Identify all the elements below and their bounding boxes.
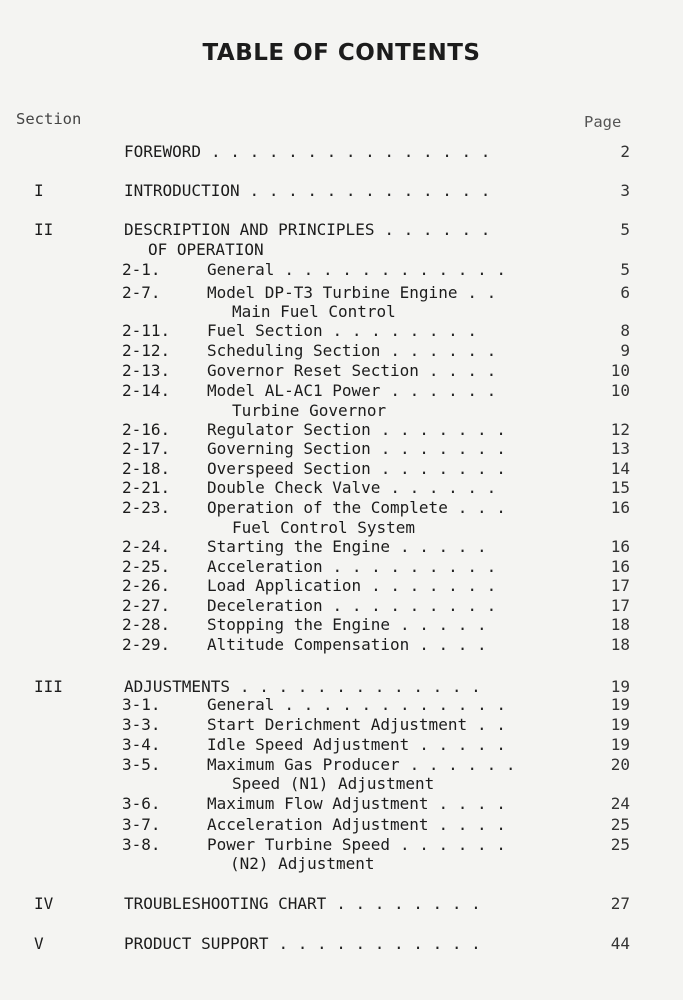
toc-entry xyxy=(0,283,683,303)
toc-entry-title: Scheduling Section xyxy=(207,341,381,360)
toc-entry xyxy=(0,181,683,201)
toc-dot-leader: . . . . . . . xyxy=(380,420,506,439)
toc-page-number: 44 xyxy=(610,934,630,953)
toc-section-number: II xyxy=(34,220,54,239)
toc-entry-title: TROUBLESHOOTING CHART xyxy=(124,894,327,913)
toc-entry xyxy=(0,695,683,715)
toc-entry xyxy=(0,815,683,835)
toc-entry xyxy=(0,677,683,697)
toc-entry xyxy=(0,894,683,914)
toc-entry xyxy=(0,401,683,421)
toc-paragraph-number: 2-26. xyxy=(122,576,171,595)
toc-dot-leader: . . . . . . . . . . . . . xyxy=(249,181,491,200)
toc-entry xyxy=(0,596,683,616)
toc-dot-leader: . . . . xyxy=(419,635,487,654)
toc-entry-title: Operation of the Complete xyxy=(207,498,448,517)
toc-page-number: 18 xyxy=(610,635,630,654)
toc-entry xyxy=(0,361,683,381)
toc-entry-title: Acceleration xyxy=(207,557,323,576)
toc-paragraph-number: 2-23. xyxy=(122,498,171,517)
toc-dot-leader: . . . . . . . . . . . . . . . xyxy=(211,142,491,161)
toc-dot-leader: . . . . . . xyxy=(399,835,506,854)
toc-dot-leader: . . . xyxy=(457,498,506,517)
toc-entry-title: Stopping the Engine xyxy=(207,615,391,634)
toc-page-number: 13 xyxy=(610,439,630,458)
toc-paragraph-number: 3-5. xyxy=(122,755,161,774)
toc-entry xyxy=(0,615,683,635)
toc-paragraph-number: 2-24. xyxy=(122,537,171,556)
toc-dot-leader: . . . . xyxy=(438,815,506,834)
toc-page-number: 19 xyxy=(610,695,630,714)
toc-entry-title: Model AL-AC1 Power xyxy=(207,381,381,400)
toc-paragraph-number: 2-17. xyxy=(122,439,171,458)
toc-entry xyxy=(0,557,683,577)
toc-page-number: 27 xyxy=(610,894,630,913)
toc-dot-leader: . . . . . . . . . . . . . xyxy=(239,677,481,696)
toc-page-number: 16 xyxy=(610,498,630,517)
toc-entry-title: PRODUCT SUPPORT xyxy=(124,934,269,953)
toc-dot-leader: . . . . xyxy=(438,794,506,813)
toc-entry-title: Fuel Section xyxy=(207,321,323,340)
toc-entry-title: Double Check Valve xyxy=(207,478,381,497)
toc-page-number: 2 xyxy=(620,142,630,161)
toc-paragraph-number: 2-25. xyxy=(122,557,171,576)
toc-entry-title: Maximum Gas Producer xyxy=(207,755,400,774)
toc-entry-title: Model DP-T3 Turbine Engine xyxy=(207,283,458,302)
toc-entry xyxy=(0,459,683,479)
toc-entry xyxy=(0,439,683,459)
toc-dot-leader: . . . . . xyxy=(399,537,487,556)
toc-entry xyxy=(0,341,683,361)
toc-paragraph-number: 2-28. xyxy=(122,615,171,634)
toc-paragraph-number: 2-7. xyxy=(122,283,161,302)
toc-paragraph-number: 2-16. xyxy=(122,420,171,439)
toc-dot-leader: . . . . . . xyxy=(390,381,497,400)
page-title: TABLE OF CONTENTS xyxy=(202,40,481,66)
toc-page-number: 19 xyxy=(610,677,630,696)
toc-entry xyxy=(0,854,683,874)
toc-entry xyxy=(0,142,683,162)
toc-entry xyxy=(0,420,683,440)
toc-entry xyxy=(0,934,683,954)
toc-entry xyxy=(0,381,683,401)
toc-paragraph-number: 3-8. xyxy=(122,835,161,854)
toc-entry-title: General xyxy=(207,260,275,279)
toc-dot-leader: . . . . . xyxy=(399,615,487,634)
toc-page-number: 8 xyxy=(620,321,630,340)
toc-dot-leader: . . . . . . . . . . . . xyxy=(284,695,506,714)
toc-entry-title: Main Fuel Control xyxy=(232,302,396,321)
page-column-header: Page xyxy=(584,113,622,131)
toc-paragraph-number: 3-6. xyxy=(122,794,161,813)
toc-page-number: 24 xyxy=(610,794,630,813)
toc-entry xyxy=(0,302,683,322)
toc-page-number: 9 xyxy=(620,341,630,360)
toc-entry xyxy=(0,240,683,260)
toc-entry-title: Load Application xyxy=(207,576,362,595)
toc-paragraph-number: 2-13. xyxy=(122,361,171,380)
toc-section-number: IV xyxy=(34,894,54,913)
toc-page-number: 6 xyxy=(620,283,630,302)
toc-dot-leader: . . . . . . xyxy=(390,478,497,497)
toc-entry xyxy=(0,576,683,596)
toc-page-number: 10 xyxy=(610,361,630,380)
toc-dot-leader: . . . . . xyxy=(419,735,506,754)
toc-entry-title: Deceleration xyxy=(207,596,323,615)
toc-entry-title: Regulator Section xyxy=(207,420,371,439)
toc-page-number: 17 xyxy=(610,596,630,615)
toc-paragraph-number: 3-7. xyxy=(122,815,161,834)
toc-entry-title: DESCRIPTION AND PRINCIPLES xyxy=(124,220,375,239)
toc-paragraph-number: 3-1. xyxy=(122,695,161,714)
toc-entry xyxy=(0,715,683,735)
toc-entry-title: Idle Speed Adjustment xyxy=(207,735,410,754)
toc-dot-leader: . . . . . . xyxy=(409,755,516,774)
toc-dot-leader: . . . . . . . xyxy=(380,459,506,478)
toc-entry-title: General xyxy=(207,695,275,714)
toc-dot-leader: . . . . . . . . xyxy=(332,321,478,340)
toc-section-number: III xyxy=(34,677,63,696)
toc-page-number: 19 xyxy=(610,715,630,734)
toc-page-number: 16 xyxy=(610,557,630,576)
toc-entry-title: Start Derichment Adjustment xyxy=(207,715,468,734)
toc-entry xyxy=(0,498,683,518)
toc-paragraph-number: 2-18. xyxy=(122,459,171,478)
toc-entry-title: Fuel Control System xyxy=(232,518,416,537)
toc-page-number: 10 xyxy=(610,381,630,400)
toc-entry xyxy=(0,220,683,240)
toc-entry-title: Altitude Compensation xyxy=(207,635,410,654)
toc-page-number: 12 xyxy=(610,420,630,439)
toc-dot-leader: . . . . . . xyxy=(390,341,497,360)
toc-page-number: 17 xyxy=(610,576,630,595)
toc-section-number: I xyxy=(34,181,44,200)
toc-entry xyxy=(0,774,683,794)
toc-dot-leader: . . . . . . . xyxy=(371,576,497,595)
toc-paragraph-number: 3-4. xyxy=(122,735,161,754)
toc-entry xyxy=(0,537,683,557)
toc-entry xyxy=(0,260,683,280)
toc-dot-leader: . . . . . . . . xyxy=(336,894,481,913)
toc-page-number: 16 xyxy=(610,537,630,556)
toc-entry xyxy=(0,794,683,814)
toc-entry-title: Governing Section xyxy=(207,439,371,458)
toc-entry xyxy=(0,735,683,755)
toc-entry-title: Maximum Flow Adjustment xyxy=(207,794,429,813)
toc-paragraph-number: 2-11. xyxy=(122,321,171,340)
toc-dot-leader: . . . . xyxy=(428,361,497,380)
toc-entry-title: (N2) Adjustment xyxy=(230,854,375,873)
toc-page-number: 14 xyxy=(610,459,630,478)
toc-dot-leader: . . . . . . . . . xyxy=(332,596,497,615)
toc-entry xyxy=(0,321,683,341)
toc-entry xyxy=(0,835,683,855)
toc-entry-title: OF OPERATION xyxy=(148,240,264,259)
toc-page-number: 15 xyxy=(610,478,630,497)
toc-entry-title: Governor Reset Section xyxy=(207,361,419,380)
toc-paragraph-number: 2-27. xyxy=(122,596,171,615)
toc-dot-leader: . . . . . . . . . . . xyxy=(278,934,481,953)
toc-paragraph-number: 2-1. xyxy=(122,260,161,279)
toc-entry xyxy=(0,755,683,775)
toc-entry-title: INTRODUCTION xyxy=(124,181,240,200)
toc-page-number: 5 xyxy=(620,220,630,239)
toc-page-number: 20 xyxy=(610,755,630,774)
toc-page-number: 19 xyxy=(610,735,630,754)
toc-dot-leader: . . xyxy=(477,715,506,734)
toc-paragraph-number: 2-14. xyxy=(122,381,171,400)
toc-dot-leader: . . xyxy=(467,283,497,302)
toc-paragraph-number: 2-21. xyxy=(122,478,171,497)
toc-page-number: 25 xyxy=(610,835,630,854)
toc-entry xyxy=(0,518,683,538)
toc-entry-title: Power Turbine Speed xyxy=(207,835,391,854)
toc-entry-title: Overspeed Section xyxy=(207,459,371,478)
toc-page-number: 5 xyxy=(620,260,630,279)
toc-entry-title: Starting the Engine xyxy=(207,537,391,556)
toc-paragraph-number: 2-12. xyxy=(122,341,171,360)
toc-page-number: 18 xyxy=(610,615,630,634)
toc-page-number: 25 xyxy=(610,815,630,834)
toc-dot-leader: . . . . . . . xyxy=(380,439,506,458)
toc-section-number: V xyxy=(34,934,44,953)
toc-dot-leader: . . . . . . . . . xyxy=(332,557,497,576)
toc-dot-leader: . . . . . . xyxy=(384,220,491,239)
toc-paragraph-number: 2-29. xyxy=(122,635,171,654)
toc-entry-title: ADJUSTMENTS xyxy=(124,677,230,696)
toc-entry xyxy=(0,478,683,498)
toc-page-number: 3 xyxy=(620,181,630,200)
toc-paragraph-number: 3-3. xyxy=(122,715,161,734)
section-column-header: Section xyxy=(16,110,82,128)
toc-entry-title: FOREWORD xyxy=(124,142,202,161)
toc-entry xyxy=(0,635,683,655)
toc-entry-title: Acceleration Adjustment xyxy=(207,815,429,834)
toc-dot-leader: . . . . . . . . . . . . xyxy=(284,260,506,279)
toc-entry-title: Turbine Governor xyxy=(232,401,387,420)
toc-entry-title: Speed (N1) Adjustment xyxy=(232,774,435,793)
